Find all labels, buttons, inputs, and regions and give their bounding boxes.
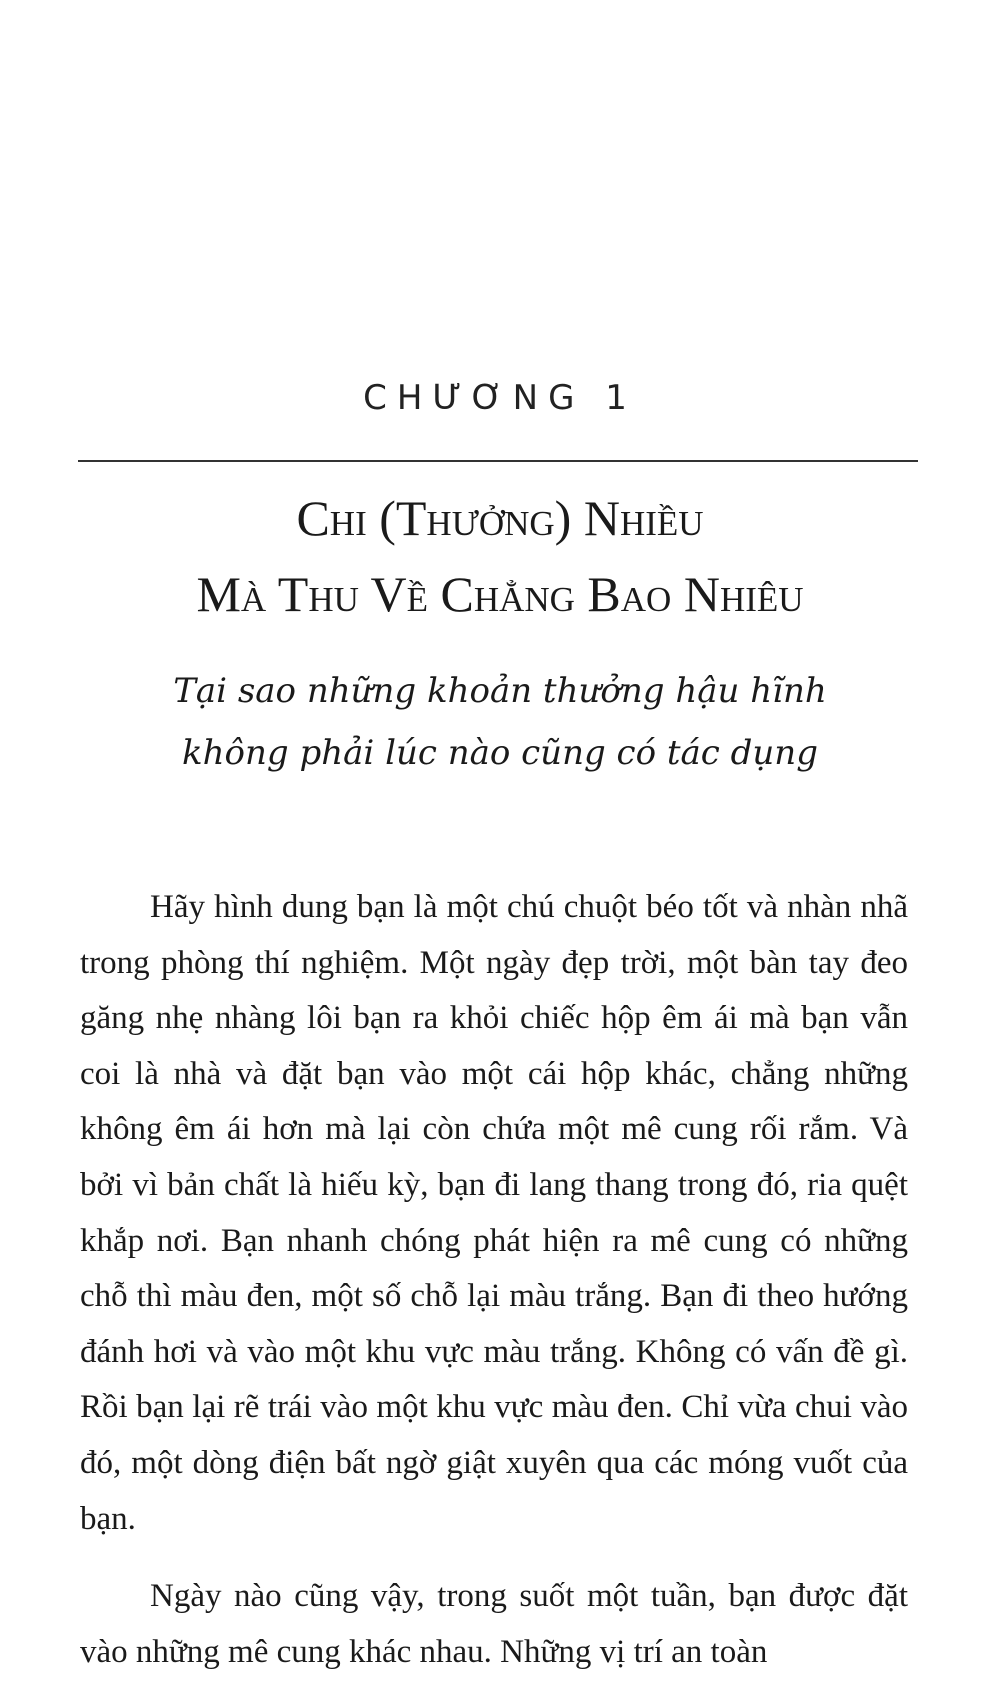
chapter-title-line-2: Mà Thu Về Chẳng Bao Nhiêu	[196, 566, 804, 622]
chapter-title-line-1: Chi (Thưởng) Nhiều	[296, 490, 704, 546]
chapter-label: CHƯƠNG 1	[363, 378, 637, 418]
chapter-divider	[78, 460, 918, 462]
body-paragraph-2: Ngày nào cũng vậy, trong suốt một tuần, bạn được đặt vào những mê cung khác nhau. Những vị trí an toàn	[80, 1578, 908, 1670]
body-text	[80, 880, 908, 1702]
chapter-subtitle	[0, 660, 1000, 784]
body-paragraph-1: Hãy hình dung bạn là một chú chuột béo tốt và nhàn nhã trong phòng thí nghiệm. Một ngày đẹp trời, một bàn tay đeo găng nhẹ nhàng lôi bạn ra khỏi chiếc hộp êm ái mà bạn vẫn coi là nhà và đặt bạn vào một cái hộp khác, chẳng những không êm ái hơn mà lại còn chứa một mê cung rối rắm. Và bởi vì bản chất là hiếu kỳ, bạn đi lang thang trong đó, ria quệt khắp nơi. Bạn nhanh chóng phát hiện ra mê cung có những chỗ thì màu đen, một số chỗ lại màu trắng. Bạn đi theo hướng đánh hơi và vào một khu vực màu trắng. Không có vấn đề gì. Rồi bạn lại rẽ trái vào một khu vực màu đen. Chỉ vừa chui vào đó, một dòng điện bất ngờ giật xuyên qua các móng vuốt của bạn.	[80, 889, 908, 1537]
chapter-subtitle-line-2: không phải lúc nào cũng có tác dụng	[182, 733, 818, 773]
chapter-subtitle-line-1: Tại sao những khoản thưởng hậu hĩnh	[173, 671, 827, 711]
chapter-title	[0, 480, 1000, 632]
